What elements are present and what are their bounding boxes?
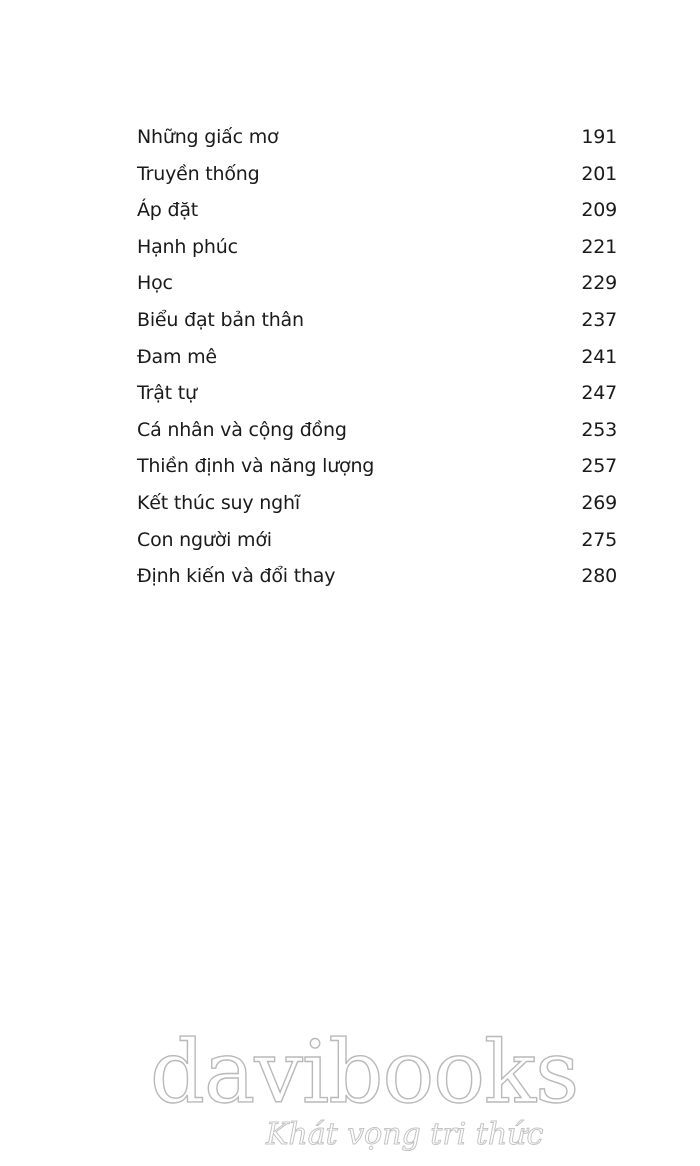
toc-entry-page: 275 [581,528,617,551]
toc-entry-title: Đam mê [137,345,217,368]
toc-entry-title: Con người mới [137,528,272,551]
toc-entry-title: Kết thúc suy nghĩ [137,491,300,514]
toc-entry-page: 229 [581,272,617,295]
toc-entry-title: Cá nhân và cộng đồng [137,418,347,441]
toc-entry-page: 221 [581,235,617,258]
toc-entry-page: 209 [581,199,617,222]
watermark-tagline: Khát vọng tri thức [266,1117,544,1152]
toc-entry-page: 241 [581,345,617,368]
toc-entry [137,272,617,309]
toc-entry-title: Những giấc mơ [137,126,279,148]
toc-entry [137,419,617,456]
toc-entry-title: Truyền thống [137,162,260,185]
toc-entry-page: 257 [581,455,617,478]
toc-entry-page: 201 [581,162,617,185]
toc-entry-title: Thiền định và năng lượng [137,455,375,478]
toc-entry-title: Áp đặt [137,199,199,222]
toc-entry [137,309,617,346]
toc-entry [137,199,617,236]
watermark-logo: davibooks [150,1023,579,1123]
toc-entry [137,382,617,419]
toc-entry [137,126,617,163]
toc-entry-page: 280 [581,565,617,588]
toc-entry [137,236,617,273]
publisher-watermark [0,1023,700,1166]
toc-entry [137,455,617,492]
toc-entry-page: 191 [581,126,617,148]
toc-entry-title: Trật tự [137,382,197,405]
toc-entry-page: 269 [581,491,617,514]
toc-entry [137,163,617,200]
toc-entry-page: 253 [581,418,617,441]
toc-entry [137,529,617,566]
toc-entry [137,565,617,602]
toc-entry-title: Định kiến và đổi thay [137,565,336,588]
toc-entry [137,346,617,383]
toc-entry-title: Biểu đạt bản thân [137,308,304,331]
toc-entry-page: 247 [581,382,617,405]
toc-entry-page: 237 [581,308,617,331]
toc-entry-title: Hạnh phúc [137,235,238,258]
table-of-contents [137,126,617,602]
toc-entry-title: Học [137,272,173,295]
toc-entry [137,492,617,529]
